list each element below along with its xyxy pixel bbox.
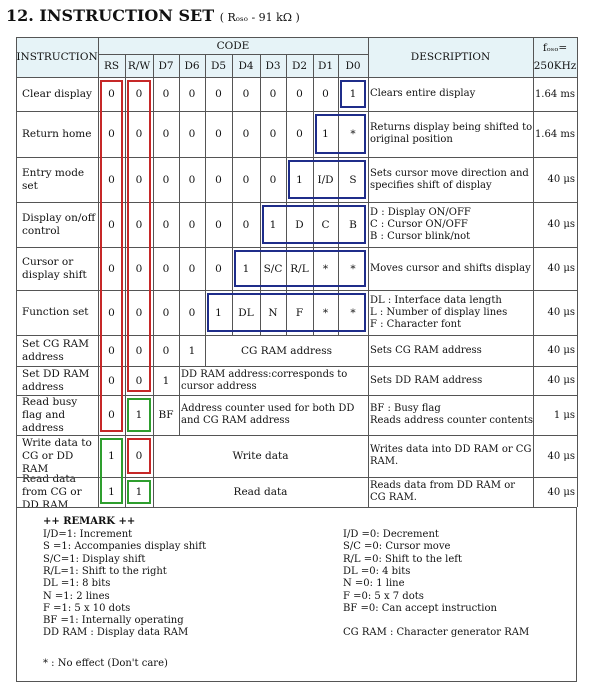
code-cell: 1 [269,218,277,231]
code-cell: 1 [215,306,222,319]
code-cell: 0 [135,173,143,186]
code-cell: 0 [188,306,196,319]
header-bit: D7 [158,59,174,72]
code-cell: 0 [162,88,170,100]
highlight-box [100,80,123,432]
header-description: DESCRIPTION [410,51,491,63]
exec-time-cell: 1.64 ms [534,88,575,100]
description-cell: Clears entire display [370,88,476,99]
grid-line [125,477,126,507]
instruction-name: Cursor or display shift [22,255,87,281]
code-cell: 0 [269,173,277,186]
code-cell: 1 [162,374,170,387]
grid-line [338,77,339,111]
code-cell: * [322,262,329,275]
code-cell: 0 [296,88,303,100]
code-cell: 0 [162,306,170,319]
grid-line [98,37,99,507]
instruction-name: Return home [22,127,92,140]
remark-line: DL =0: 4 bits [343,565,411,577]
code-cell: 1 [349,88,357,100]
grid-line [368,37,369,507]
code-cell: 0 [162,344,170,357]
grid-line [313,54,314,77]
remark-line: R/L =0: Shift to the left [343,553,463,565]
grid-line [125,202,126,247]
remark-line: BF =0: Can accept instruction [343,602,497,614]
code-cell: 0 [322,88,329,100]
instruction-name: Entry mode set [22,166,85,192]
grid-line [205,111,206,157]
grid-line [125,111,126,157]
grid-line [179,335,180,366]
code-cell: 0 [135,374,143,387]
merged-code-cell: Write data [232,450,289,462]
code-cell: 0 [108,374,115,387]
grid-line [232,247,233,290]
code-cell: 1 [108,486,115,498]
code-cell: 0 [242,173,250,186]
header-bit: D1 [317,59,334,72]
remark-note: * : No effect (Don't care) [43,658,168,669]
grid-line [16,37,17,507]
grid-line [98,54,368,55]
code-cell: 1 [322,128,329,140]
code-cell: 0 [108,218,115,231]
grid-line [153,395,154,435]
instruction-name: Write data to CG or DD RAM [22,436,92,475]
code-cell: 0 [296,128,303,140]
highlight-box [262,205,366,244]
header-bit: D4 [238,59,254,72]
grid-line [153,157,154,202]
code-cell: 0 [162,128,170,140]
highlight-box [127,480,151,504]
grid-line [260,157,261,202]
grid-line [179,77,180,111]
code-cell: 0 [242,218,250,231]
code-cell: * [350,128,356,140]
code-cell: S [349,173,357,186]
merged-code-cell: Read data [233,486,288,498]
exec-time-cell: 40 μs [547,375,575,386]
grid-line [153,202,154,247]
code-cell: B [349,218,357,231]
remark-title: ++ REMARK ++ [43,516,136,527]
grid-line [16,435,577,436]
grid-line [125,335,126,366]
instruction-name: Read busy flag and address [22,395,78,434]
code-cell: 0 [188,218,196,231]
title-sub: ( Rₒₛₒ - 91 kΩ ) [219,11,300,24]
grid-line [125,366,126,395]
code-cell: 0 [108,306,115,319]
grid-line [179,366,180,395]
description-cell: Sets CG RAM address [370,344,482,356]
exec-time-cell: 40 μs [547,263,575,274]
grid-line [16,77,577,78]
grid-line [205,77,206,111]
highlight-box [234,250,366,287]
description-cell: BF : Busy flag Reads address counter contents [370,403,534,426]
code-cell: 1 [296,173,303,186]
code-cell: 1 [108,450,115,462]
grid-line [205,290,206,335]
code-cell: 0 [188,262,196,275]
exec-time-cell: 40 μs [547,486,575,498]
grid-line [153,54,154,77]
remark-line: S/C=1: Display shift [43,553,146,565]
remark-line: N =0: 1 line [343,578,405,590]
code-cell: 0 [162,262,170,275]
code-cell: 0 [269,128,277,140]
header-exec-line2: 250KHz [533,60,577,72]
remark-box [16,507,577,682]
grid-line [153,366,154,395]
code-cell: * [350,262,356,275]
grid-line [125,157,126,202]
code-cell: 0 [188,88,196,100]
header-bit: R/W [127,59,151,72]
header-bit: RS [103,59,120,72]
remark-line: S =1: Accompanies display shift [43,541,207,553]
highlight-box [127,398,151,432]
grid-line [260,77,261,111]
grid-line [153,477,154,507]
grid-line [179,290,180,335]
grid-line [179,247,180,290]
remark-line: I/D=1: Increment [43,529,133,540]
grid-line [533,37,534,507]
exec-time-cell: 1.64 ms [534,128,575,140]
code-cell: 0 [242,128,250,140]
description-cell: Writes data into DD RAM or CG RAM. [370,444,532,467]
grid-line [153,247,154,290]
code-cell: R/L [290,262,309,275]
grid-line [205,247,206,290]
exec-time-cell: 40 μs [547,219,575,230]
code-cell: 0 [269,88,277,100]
code-cell: C [321,218,330,231]
code-cell: 0 [135,128,143,140]
remark-line: N =1: 2 lines [43,590,110,602]
instruction-name: Clear display [22,87,92,100]
grid-line [205,202,206,247]
exec-time-cell: 40 μs [547,345,575,356]
code-cell: 0 [215,128,222,140]
code-cell: 0 [135,450,143,462]
description-cell: Reads data from DD RAM or CG RAM. [370,480,515,503]
code-cell: 0 [135,306,143,319]
description-cell: D : Display ON/OFF C : Cursor ON/OFF B : Cursor blink/not [370,206,471,242]
instruction-name: Function set [22,306,89,318]
remark-line: DL =1: 8 bits [43,578,111,590]
exec-time-cell: 1 μs [553,409,575,421]
grid-line [286,54,287,77]
remark-line: F =0: 5 x 7 dots [343,590,424,602]
header-instruction: INSTRUCTION [16,51,98,63]
header-bit: D2 [291,59,308,72]
grid-line [153,435,154,477]
grid-line [179,111,180,157]
grid-line [232,54,233,77]
grid-line [286,157,287,202]
code-cell: 0 [162,218,170,231]
grid-line [179,157,180,202]
highlight-box [315,114,366,154]
grid-line [260,111,261,157]
code-cell: 1 [242,262,250,275]
code-cell: S/C [263,262,283,275]
grid-line [260,54,261,77]
description-cell: Returns display being shifted to original position [370,122,533,145]
code-cell: * [322,306,329,319]
grid-line [313,77,314,111]
instruction-table [16,37,577,511]
merged-code-cell: Address counter used for both DD and CG RAM address [181,403,355,426]
remark-line: I/D =0: Decrement [343,529,439,540]
grid-line [179,54,180,77]
code-cell: 0 [135,88,143,100]
description-cell: DL : Interface data length L : Number of display lines F : Character font [370,294,508,330]
grid-line [179,395,180,435]
code-cell: 1 [135,409,143,421]
grid-line [125,247,126,290]
code-cell: 0 [108,173,115,186]
grid-line [153,290,154,335]
grid-line [125,290,126,335]
grid-line [125,435,126,477]
header-bit: D0 [345,59,361,72]
instruction-name: Set DD RAM address [22,367,90,393]
code-cell: I/D [317,173,334,186]
grid-line [153,335,154,366]
grid-line [232,77,233,111]
remark-line: BF =1: Internally operating [43,615,184,627]
code-cell: 0 [215,88,222,100]
code-cell: 0 [108,128,115,140]
exec-time-cell: 40 μs [547,450,575,462]
code-cell: 1 [188,344,196,357]
grid-line [153,111,154,157]
remark-line: DD RAM : Display data RAM [43,627,189,639]
code-cell: 0 [108,262,115,275]
exec-time-cell: 40 μs [547,174,575,185]
header-code: CODE [216,39,250,52]
code-cell: 0 [215,173,222,186]
code-cell: 0 [135,344,143,357]
header-bit: D5 [210,59,227,72]
highlight-box [127,80,151,392]
code-cell: 1 [135,486,143,498]
merged-code-cell: DD RAM address:corresponds to cursor address [181,368,348,392]
code-cell: 0 [135,218,143,231]
code-cell: 0 [215,218,222,231]
code-cell: 0 [135,262,143,275]
grid-line [338,54,339,77]
grid-line [125,54,126,77]
code-cell: N [268,306,278,319]
description-cell: Moves cursor and shifts display [370,262,531,274]
code-cell: BF [158,409,174,421]
header-bit: D6 [184,59,200,72]
highlight-box [100,438,123,504]
grid-line [260,202,261,247]
highlight-box [207,293,366,332]
grid-line [125,395,126,435]
remark-line: CG RAM : Character generator RAM [343,627,530,639]
code-cell: DL [238,306,254,319]
grid-line [313,111,314,157]
description-cell: Sets cursor move direction and specifies shift of display [370,167,529,191]
code-cell: 0 [108,88,115,100]
grid-line [577,37,578,507]
code-cell: * [350,306,356,319]
code-cell: 0 [108,409,115,421]
highlight-box [127,438,151,474]
description-cell: Sets DD RAM address [370,374,483,386]
code-cell: 0 [215,262,222,275]
instruction-name: Read data from CG or DD RAM [22,472,82,511]
title-main: 12. INSTRUCTION SET [6,6,215,25]
remark-line: R/L=1: Shift to the right [43,565,167,577]
header-bit: D3 [265,59,281,72]
grid-line [232,202,233,247]
code-cell: F [295,306,304,319]
grid-line [205,157,206,202]
grid-line [205,54,206,77]
grid-line [205,335,206,366]
grid-line [125,77,126,111]
code-cell: 0 [188,173,196,186]
header-exec-line1: fₒₛₒ= [542,42,568,54]
remark-line: F =1: 5 x 10 dots [43,602,131,614]
page-title [6,6,300,25]
grid-line [232,157,233,202]
highlight-box [340,80,366,108]
code-cell: 0 [242,88,250,100]
grid-line [179,202,180,247]
grid-line [286,111,287,157]
instruction-name: Set CG RAM address [22,337,89,363]
highlight-box [288,160,366,199]
code-cell: 0 [162,173,170,186]
grid-line [153,77,154,111]
exec-time-cell: 40 μs [547,307,575,318]
grid-line [286,77,287,111]
remark-line: S/C =0: Cursor move [343,541,451,553]
grid-line [232,111,233,157]
code-cell: 0 [188,128,196,140]
grid-line [16,37,577,38]
merged-code-cell: CG RAM address [240,344,333,357]
code-cell: 0 [108,344,115,357]
instruction-name: Display on/off control [22,211,96,237]
code-cell: D [295,218,304,231]
